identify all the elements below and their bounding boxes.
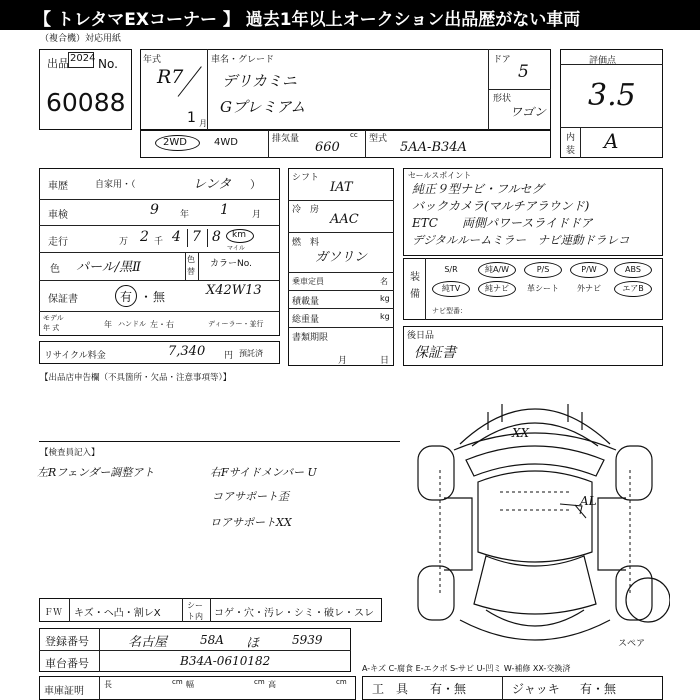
color-value: パール/黒Ⅱ — [76, 260, 141, 275]
doors-value: 5 — [518, 62, 529, 82]
model-name: デリカミニ — [222, 72, 297, 90]
mileage-digit-2: 4 — [172, 229, 181, 245]
year-month: 1 — [187, 110, 196, 126]
spec-row-box — [140, 130, 551, 158]
equip-sr: S/R — [444, 265, 458, 274]
header-title: 【 トレタマEXコーナー 】 過去1年以上オークション出品歴がない車両 — [34, 10, 581, 30]
handle-value: 左・右 — [150, 320, 174, 329]
body-type-value: ワゴン — [510, 105, 547, 119]
seat-items: コゲ・穴・汚レ・シミ・破レ・スレ — [214, 608, 374, 619]
lot-label-prefix: 出品 — [47, 57, 69, 70]
equip-abs: ABS — [614, 262, 652, 278]
equip-tv: 純TV — [432, 281, 470, 297]
sales-point-line-3: ETC 両側パワースライドドア — [412, 216, 593, 230]
model-year-unit: 年 — [104, 320, 112, 329]
mileage-label: 走行 — [48, 237, 68, 248]
handle-label: ハンドル — [118, 320, 146, 328]
recycle-deposit: 預託済 — [239, 349, 263, 358]
certificate-label: 車庫証明 — [44, 686, 84, 697]
inspector-note-right-2: コアサポート歪 — [212, 490, 289, 503]
drive-4wd: 4WD — [214, 137, 238, 148]
recycle-unit: 円 — [224, 351, 234, 361]
certificate-height-unit: cm — [336, 678, 347, 686]
recycle-label: リサイクル料金 — [44, 351, 106, 361]
dealer-label: ディーラー・並行 — [208, 320, 264, 328]
registration-class: 58A — [200, 633, 224, 647]
certificate-long-unit: cm — [172, 678, 183, 686]
registration-label: 登録番号 — [45, 635, 89, 648]
tools-label: 工 具 — [372, 682, 409, 696]
mileage-unit-mile: マイル — [227, 245, 245, 252]
history-options: 自家用・（ — [95, 180, 136, 190]
sales-point-line-1: 純正９型ナビ・フルセグ — [412, 182, 544, 196]
mileage-digit-1: 2 — [140, 229, 149, 245]
warranty-has: 有 — [120, 290, 133, 304]
model-year-label-1: モデル — [43, 314, 64, 322]
warranty-none: 無 — [153, 290, 166, 304]
evaluation-label: 評価点 — [589, 56, 617, 66]
equip-pw: P/W — [570, 262, 608, 278]
history-close: ） — [250, 178, 261, 191]
capacity-label-0: 乗車定員 — [292, 277, 324, 286]
fuel-label: 燃 料 — [292, 238, 320, 248]
capacity-label-1: 積載量 — [292, 297, 320, 307]
seat-label-2: ト内 — [187, 612, 203, 621]
color-no-label: カラーNo. — [210, 259, 252, 269]
mileage-unit-km: km — [232, 230, 246, 240]
interior-grade: A — [604, 129, 619, 153]
capacity-unit-2: kg — [380, 312, 390, 321]
certificate-box — [39, 676, 356, 700]
warranty-label: 保証書 — [48, 294, 78, 305]
legend-text: A-キズ C-腐食 E-エクボ S-サビ U-凹ミ W-補修 XX-交換済 — [362, 664, 571, 673]
lot-year-code: 2024 — [70, 53, 96, 64]
chassis-value: B34A-0610182 — [180, 654, 271, 668]
car-damage-diagram — [400, 380, 670, 650]
later-docs-label: 後日品 — [407, 331, 435, 341]
registration-region: 名古屋 — [128, 635, 168, 650]
certificate-long: 長 — [104, 680, 112, 689]
document-period-label: 書類期限 — [292, 333, 329, 343]
interior-label-2: 装 — [566, 146, 576, 156]
mileage-unit-man: 万 — [119, 237, 129, 247]
certificate-height: 高 — [268, 680, 276, 689]
diagram-front-xx: XX — [512, 426, 530, 440]
fuel-value: ガソリン — [315, 250, 368, 265]
sales-point-line-2: バックカメラ(マルチアラウンド) — [412, 199, 590, 213]
fw-label: ＦＷ — [44, 608, 63, 618]
sales-points-label: セールスポイント — [408, 171, 472, 180]
fw-items: キズ・ヘ凸・割レX — [74, 608, 161, 619]
certificate-width: 幅 — [186, 680, 194, 689]
model-code-value: 5AA-B34A — [400, 140, 467, 155]
equip-ext-navi: 外ナビ — [577, 284, 601, 293]
jack-value: 有・無 — [580, 682, 617, 696]
diagram-side-al: AL — [580, 494, 597, 508]
seat-label-1: シー — [187, 601, 203, 610]
displacement-unit: cc — [350, 131, 358, 139]
color-label: 色 — [50, 264, 60, 275]
inspection-month-unit: 月 — [252, 210, 262, 220]
model-grade: Gプレミアム — [220, 98, 306, 116]
form-note: （複合機）対応用紙 — [40, 34, 122, 44]
certificate-width-unit: cm — [254, 678, 265, 686]
navi-model-label: ナビ型番： — [432, 307, 467, 315]
history-label: 車歴 — [48, 181, 68, 192]
registration-kana: ほ — [246, 636, 260, 651]
equip-ps: P/S — [524, 262, 562, 278]
inspector-note-right-1: 右Fサイドメンバー U — [210, 466, 317, 479]
jack-label: ジャッキ — [512, 682, 560, 696]
tools-value: 有・無 — [430, 682, 467, 696]
lot-label-no: No. — [98, 57, 118, 71]
aircon-label: 冷 房 — [292, 205, 320, 215]
equip-leather: 革シート — [527, 284, 559, 293]
color-change-label-2: 替 — [187, 267, 195, 276]
inspector-note-left-1: 左Rフェンダー調整アト — [37, 466, 155, 479]
mileage-digit-3: 7 — [192, 229, 201, 245]
recycle-value: 7,340 — [168, 344, 206, 359]
drive-2wd: 2WD — [163, 137, 187, 148]
sales-point-line-4: デジタルルームミラー ナビ連動ドラレコ — [412, 233, 630, 247]
interior-label-1: 内 — [566, 133, 576, 143]
later-docs-value: 保証書 — [414, 345, 456, 361]
year-label: 年式 — [143, 55, 162, 65]
inspection-year-unit: 年 — [180, 210, 190, 220]
capacity-unit-1: kg — [380, 294, 390, 303]
color-no-value: X42W13 — [206, 283, 262, 298]
capacity-label-2: 総重量 — [292, 315, 320, 325]
body-type-label: 形状 — [493, 94, 512, 104]
aircon-value: AAC — [330, 212, 359, 227]
document-period-day: 日 — [380, 356, 390, 366]
exhibitor-note-label: 【出品店申告欄（不具箇所・欠品・注意事項等）】 — [40, 373, 232, 383]
document-period-month: 月 — [338, 356, 348, 366]
inspector-label: 【検査員記入】 — [40, 448, 100, 458]
equip-airbag: エアB — [614, 281, 652, 297]
inspection-month: 1 — [220, 202, 229, 218]
shift-value: IAT — [330, 180, 353, 195]
mileage-digit-4: 8 — [212, 229, 221, 245]
inspection-year: 9 — [150, 202, 159, 218]
chassis-label: 車台番号 — [45, 657, 89, 670]
year-era-value: R7 — [157, 66, 184, 88]
shift-label: シフト — [292, 173, 320, 183]
model-year-label-2: 年 式 — [43, 324, 60, 332]
equip-navi: 純ナビ — [478, 281, 516, 297]
inspector-note-right-3: ロアサポートXX — [210, 516, 292, 529]
evaluation-score: 3.5 — [588, 78, 636, 113]
year-month-unit: 月 — [199, 119, 207, 128]
model-code-label: 型式 — [369, 134, 388, 144]
model-label: 車名・グレード — [211, 55, 275, 65]
warranty-sep: ・ — [140, 290, 153, 304]
equipment-label-1: 装 — [410, 272, 420, 283]
inspection-label: 車検 — [48, 210, 68, 221]
color-change-label-1: 色 — [187, 255, 195, 264]
capacity-unit-0: 名 — [380, 277, 388, 286]
registration-number: 5939 — [292, 633, 323, 647]
diagram-spare-label: スペア — [618, 639, 646, 649]
equip-aw: 純A/W — [478, 262, 516, 278]
equipment-label-2: 備 — [410, 289, 420, 300]
doors-label: ドア — [493, 55, 511, 65]
lot-number: 60088 — [46, 88, 126, 117]
displacement-label: 排気量 — [272, 134, 300, 144]
displacement-value: 660 — [315, 140, 340, 155]
mileage-unit-sen: 千 — [154, 237, 164, 247]
history-value: レンタ — [193, 177, 232, 192]
